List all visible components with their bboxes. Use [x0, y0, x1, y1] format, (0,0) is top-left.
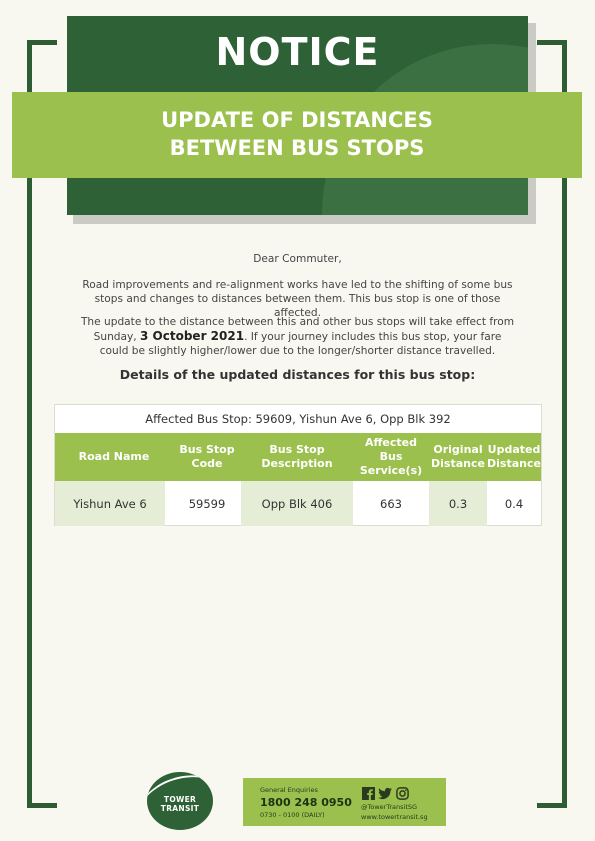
- header-updated-distance: [487, 433, 541, 481]
- header-original-distance: [429, 433, 487, 481]
- cell-updated-distance: 0.4: [504, 496, 524, 511]
- header-code-line2: Code: [191, 457, 223, 470]
- table-header: [55, 433, 541, 481]
- greeting: Dear Commuter,: [253, 253, 342, 265]
- subtitle-line-2: BETWEEN BUS STOPS: [169, 136, 425, 160]
- effective-date: 3 October 2021: [140, 329, 245, 343]
- header-updated-line1: Updated: [487, 443, 541, 456]
- table-row: [55, 481, 541, 526]
- header-original-line1: Original: [433, 443, 483, 456]
- instagram-icon[interactable]: [395, 786, 409, 800]
- cell-road-name: Yishun Ave 6: [55, 481, 165, 526]
- header-updated-line2: Distance: [487, 457, 541, 470]
- header-road-name-line1: Road Name: [78, 450, 150, 463]
- logo-text: TOWER TRANSIT: [160, 795, 200, 813]
- facebook-icon[interactable]: [361, 786, 375, 800]
- social-handle[interactable]: @TowerTransitSG: [361, 803, 418, 811]
- header-services-line2: Bus Service(s): [359, 450, 423, 477]
- subtitle: [12, 106, 582, 162]
- paragraph-1: Road improvements and re-alignment works have led to the shifting of some bus stops and changes to distances between them. This bus stop is one of those affected.: [82, 279, 513, 319]
- header-code-line1: Bus Stop: [179, 443, 235, 456]
- header-affected-services: [353, 433, 429, 481]
- header-bus-stop-code: [173, 433, 241, 481]
- subtitle-line-1: UPDATE OF DISTANCES: [161, 108, 433, 132]
- header-original-line2: Distance: [431, 457, 485, 470]
- twitter-icon[interactable]: [378, 786, 392, 800]
- header-bus-stop-description: [241, 433, 353, 481]
- enquiries-phone: 1800 248 0950: [260, 796, 352, 809]
- header-desc-line1: Bus Stop: [269, 443, 325, 456]
- paragraph-2-part-2: . If your journey includes this bus stop, your fare could be slightly higher/lower due to the longer/shorter distance travelled.: [99, 331, 502, 357]
- details-subheading: Details of the updated distances for this bus stop:: [119, 367, 476, 382]
- header-services-line1: Affected: [365, 436, 417, 449]
- cell-bus-stop-description: Opp Blk 406: [241, 481, 353, 526]
- distance-table: [54, 404, 542, 526]
- paragraph-2-part-1: The update to the distance between this and other bus stops will take effect from Sunday,: [80, 316, 515, 343]
- cell-affected-services: 663: [380, 496, 402, 511]
- affected-bus-stop: Affected Bus Stop: 59609, Yishun Ave 6, Opp Blk 392: [145, 412, 451, 426]
- tower-transit-logo: [147, 772, 213, 830]
- cell-original-distance: 0.3: [429, 481, 487, 526]
- enquiries-hours: 0730 - 0100 (DAILY): [260, 811, 325, 819]
- header-desc-line2: Description: [261, 457, 333, 470]
- paragraph-2: [80, 315, 515, 358]
- social-icons: [361, 786, 409, 802]
- contact-box: [243, 778, 446, 826]
- cell-bus-stop-code: 59599: [188, 496, 226, 511]
- website-link[interactable]: www.towertransit.sg: [361, 813, 428, 821]
- enquiries-label: General Enquiries: [260, 786, 318, 794]
- header-road-name: [55, 433, 173, 481]
- notice-title: NOTICE: [215, 30, 380, 74]
